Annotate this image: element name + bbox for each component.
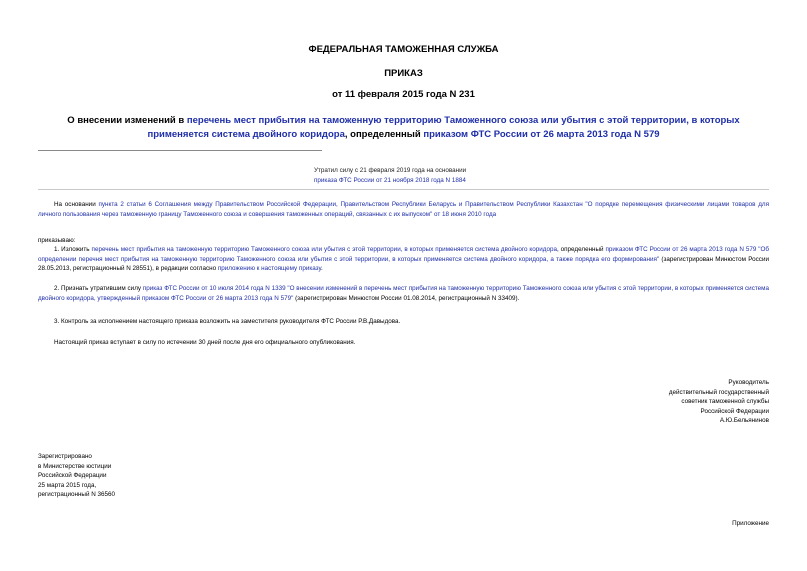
- title-divider: [38, 150, 322, 151]
- registration-number: регистрационный N 36560: [38, 491, 116, 499]
- document-title: [38, 114, 769, 142]
- paragraph-text: 2. Признать утратившим силу: [54, 285, 143, 292]
- paragraph-text: На основании: [54, 201, 99, 208]
- registration-line: Российской Федерации: [38, 472, 107, 480]
- repeal-note: [314, 166, 574, 186]
- paragraph-text: 1. Изложить: [54, 246, 92, 253]
- title-link-order-579[interactable]: приказом ФТС России от 26 марта 2013 года N 579: [423, 129, 660, 140]
- paragraph-item-1: [38, 245, 769, 274]
- appendix-link[interactable]: приложению к настоящему приказу: [217, 265, 322, 272]
- signature-line: Руководитель: [728, 379, 769, 386]
- signature-line: действительный государственный: [668, 388, 769, 396]
- registration-line: Зарегистрировано: [38, 453, 92, 460]
- repeal-note-link[interactable]: приказа ФТС России от 21 ноября 2018 года N 1884: [314, 177, 466, 184]
- appendix-label: Приложение: [732, 520, 769, 527]
- list-link[interactable]: перечень мест прибытия на таможенную территорию Таможенного союза или убытия с этой территории, в которых применяется система двойного коридора: [91, 246, 557, 253]
- paragraph-effective: Настоящий приказ вступает в силу по истечении 30 дней после дня его официального опубликования.: [54, 339, 356, 346]
- paragraph-text: , определенный: [556, 246, 606, 253]
- paragraph-item-3: 3. Контроль за исполнением настоящего приказа возложить на заместителя руководителя ФТС России Р.В.Давыдова.: [54, 318, 401, 325]
- signature-line: Российской Федерации: [700, 407, 769, 415]
- paragraph-item-2: [38, 284, 769, 303]
- title-link-list[interactable]: перечень мест прибытия на таможенную территорию Таможенного союза или убытия с этой территории, в которых применяется система двойного коридора: [147, 115, 740, 140]
- agency-name: ФЕДЕРАЛЬНАЯ ТАМОЖЕННАЯ СЛУЖБА: [308, 44, 499, 55]
- signature-block: [570, 378, 769, 426]
- agreement-link[interactable]: пункта 2 статьи 6 Соглашения между Правительством Российской Федерации, Правительством Республики Беларусь и Правительством Республики Казахстан "О порядке перемещения физическими лицами товаров для личного пользования через таможенную границу Таможенного союза и совершения таможенных операций, связанных с их выпуском" от 18 июня 2010 года: [38, 201, 769, 218]
- signer-name: А.Ю.Бельянинов: [719, 417, 769, 425]
- document-type: ПРИКАЗ: [384, 68, 423, 79]
- paragraph-text: (зарегистрирован Минюстом России 01.08.2014, регистрационный N 33409).: [293, 294, 520, 302]
- document-date: от 11 февраля 2015 года N 231: [332, 89, 475, 100]
- paragraph-basis: [38, 200, 769, 219]
- order-1339-link[interactable]: приказ ФТС России от 10 июля 2014 года N 1339 "О внесении изменений в перечень мест прибытия на таможенную территорию Таможенного союза или убытия с этой территории, в которых применяется система двойного коридора, утвержденный приказом ФТС России от 26 марта 2013 года N 579": [38, 285, 769, 302]
- repeal-note-text: Утратил силу с 21 февраля 2019 года на основании: [314, 167, 467, 174]
- registration-line: в Министерстве юстиции: [38, 462, 112, 470]
- registration-block: [38, 452, 238, 500]
- signature-line: советник таможенной службы: [681, 398, 769, 406]
- title-middle: , определенный: [344, 129, 424, 140]
- section-divider: [38, 189, 769, 190]
- registration-date: 25 марта 2015 года,: [38, 481, 97, 489]
- paragraph-order-word: приказываю:: [38, 237, 76, 244]
- paragraph-text: .: [321, 265, 323, 272]
- paragraph-text: (зарегистрирован Минюстом России 28.05.2013, регистрационный N 28551), в редакции согласно: [38, 255, 769, 272]
- title-prefix: О внесении изменений в: [67, 115, 187, 126]
- order-579-link[interactable]: приказом ФТС России от 26 марта 2013 года N 579 "Об определении перечня мест прибытия на таможенную территорию Таможенного союза или убытия с этой территории, в которых применяется система двойного коридора, а также порядка его формирования": [38, 246, 770, 263]
